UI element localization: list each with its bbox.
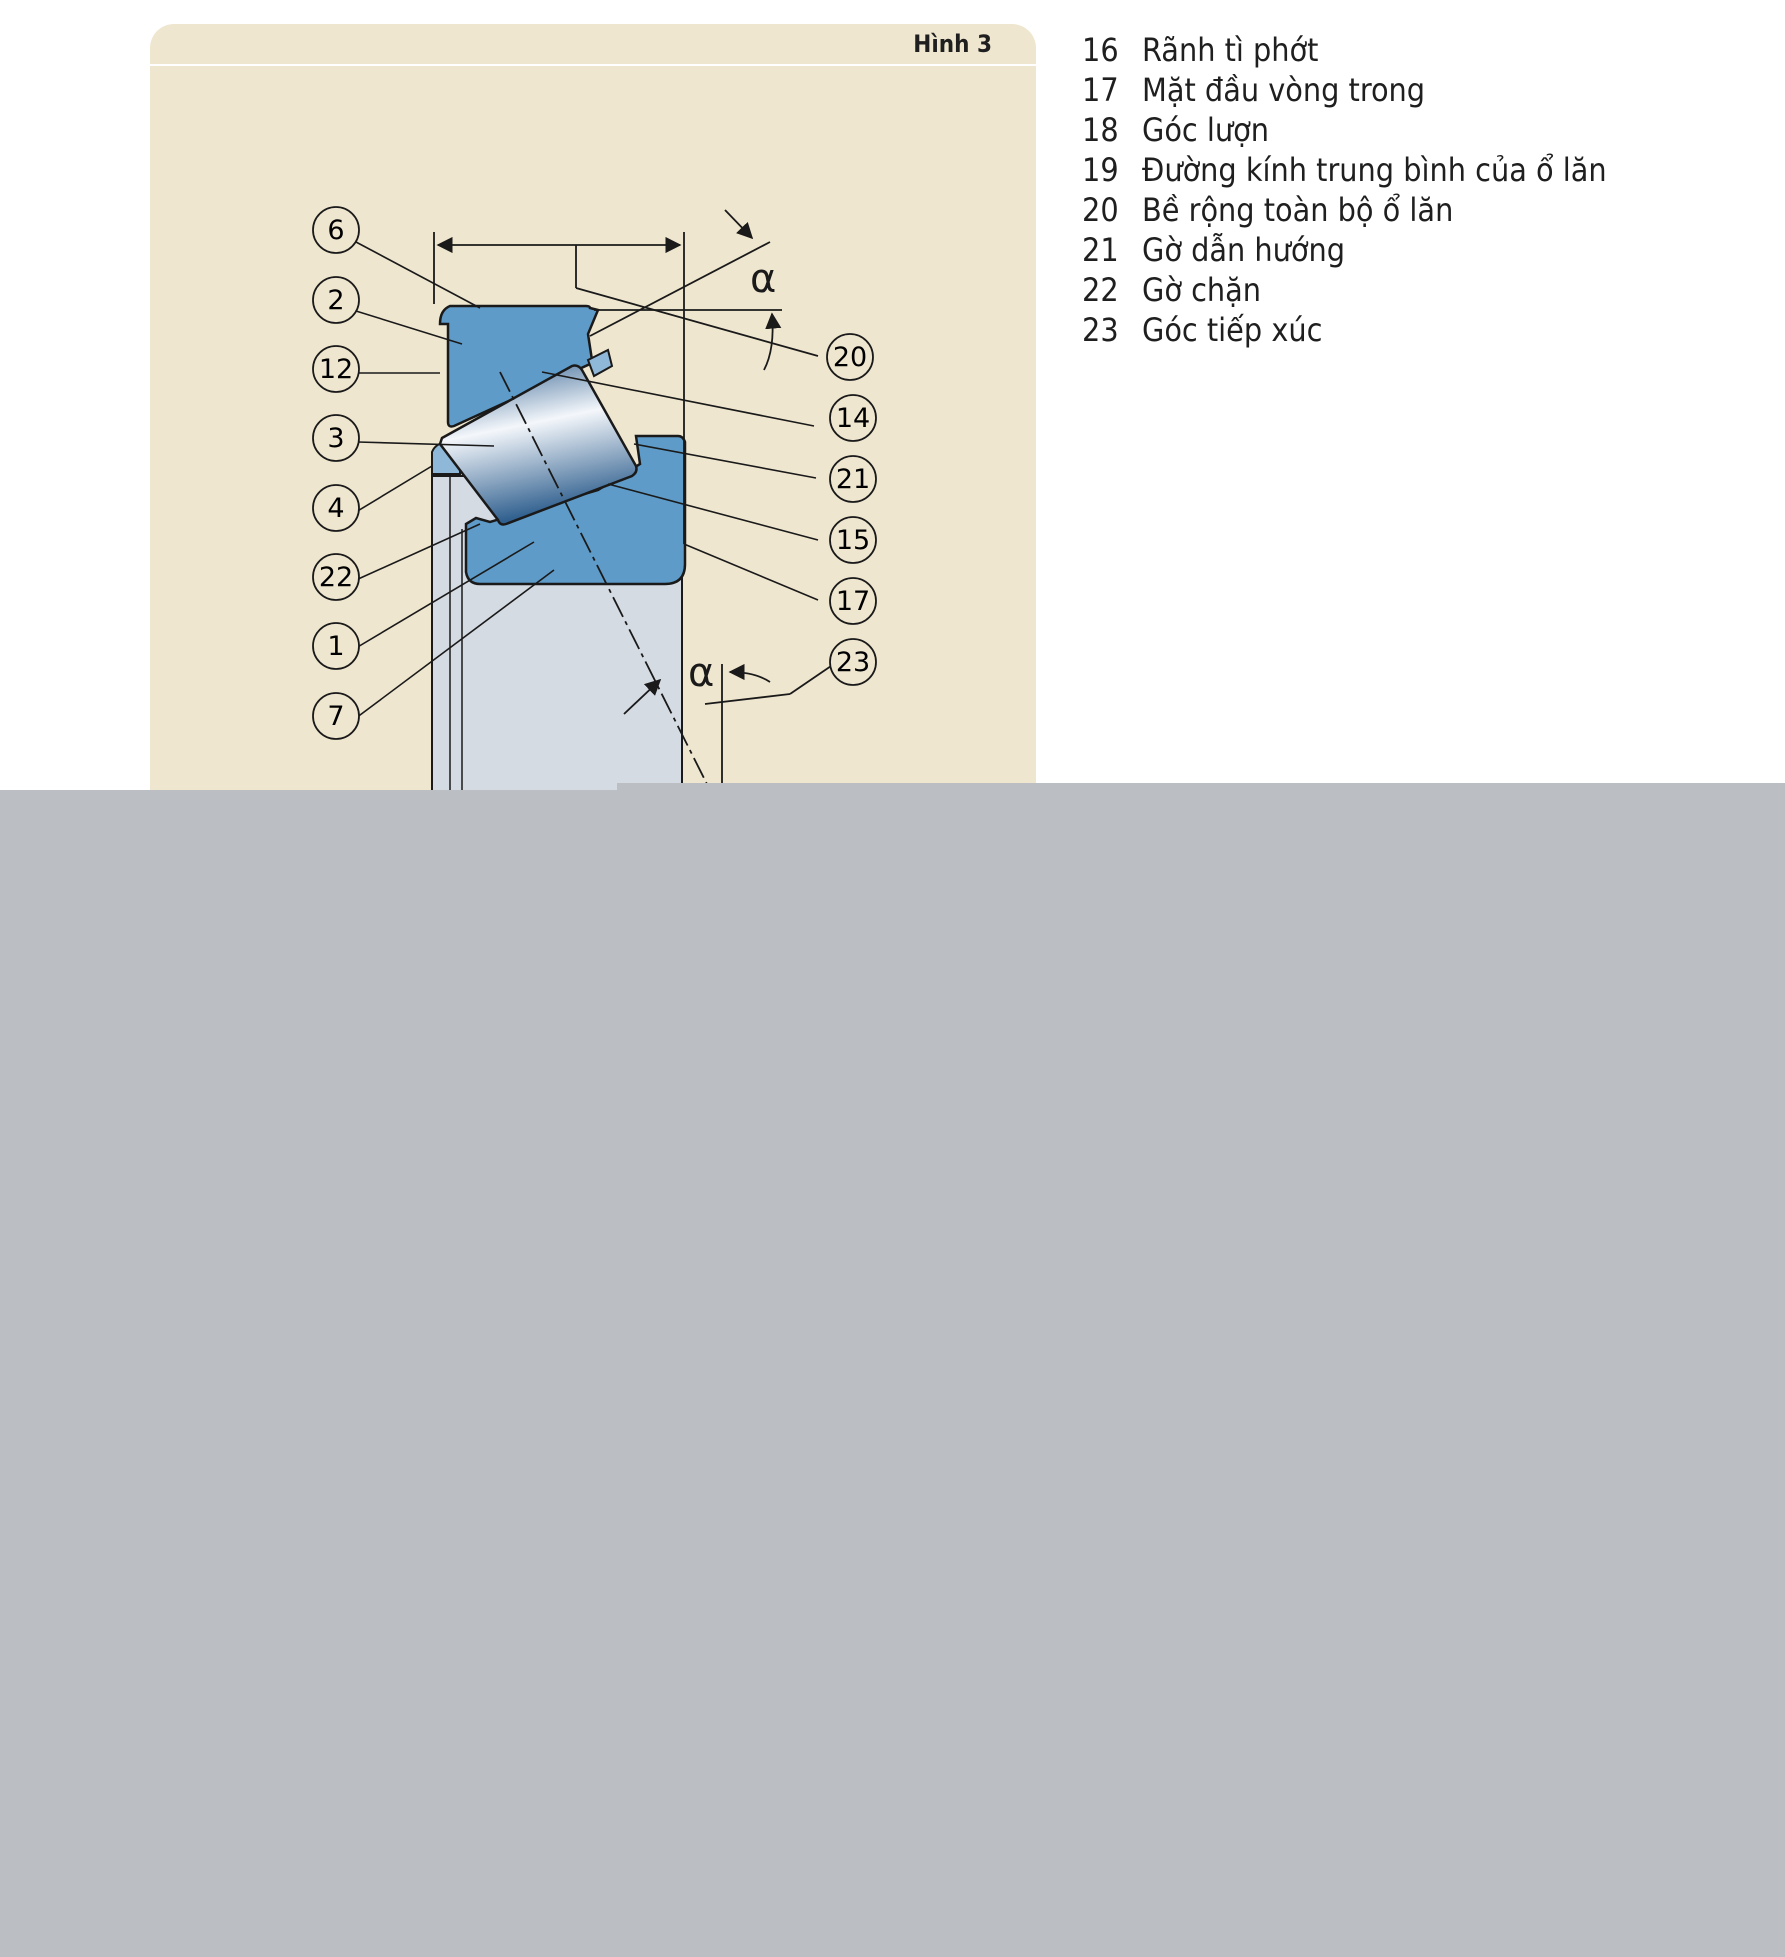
callout-12 [313, 346, 359, 392]
legend-item [1082, 310, 1642, 350]
legend-text: Rãnh tì phớt [1142, 31, 1319, 69]
legend-text: Mặt đầu vòng trong [1142, 71, 1426, 109]
legend-number: 17 [1082, 71, 1119, 109]
svg-text:12: 12 [318, 354, 354, 385]
callouts-right [827, 334, 876, 685]
svg-text:7: 7 [327, 701, 345, 732]
legend-number: 16 [1082, 31, 1119, 69]
legend-item [1082, 190, 1642, 230]
legend-number: 21 [1082, 231, 1119, 269]
callout-3 [313, 415, 359, 461]
legend-item [1082, 150, 1642, 190]
callout-22 [313, 554, 359, 600]
legend-number: 20 [1082, 191, 1119, 229]
legend-text: Gờ dẫn hướng [1142, 231, 1346, 269]
callout-14 [830, 395, 876, 441]
legend-text: Góc tiếp xúc [1142, 311, 1323, 349]
svg-text:20: 20 [832, 342, 868, 373]
callout-20 [827, 334, 873, 380]
svg-text:15: 15 [835, 525, 871, 556]
svg-text:3: 3 [327, 423, 345, 454]
callout-6 [313, 207, 359, 253]
svg-text:4: 4 [327, 493, 345, 524]
svg-text:22: 22 [318, 562, 354, 593]
legend-item [1082, 30, 1642, 70]
callouts-left [313, 207, 359, 739]
legend-number: 22 [1082, 271, 1119, 309]
svg-text:14: 14 [835, 403, 871, 434]
svg-text:2: 2 [327, 285, 345, 316]
svg-text:21: 21 [835, 464, 871, 495]
angle-alpha-top: α [750, 256, 777, 302]
grey-overlay-edge [617, 783, 1785, 790]
callout-17 [830, 578, 876, 624]
legend-item [1082, 270, 1642, 310]
legend-list [1082, 30, 1642, 350]
callout-2 [313, 277, 359, 323]
bearing-diagram [150, 24, 1036, 854]
callout-7 [313, 693, 359, 739]
callout-15 [830, 517, 876, 563]
legend-text: Gờ chặn [1142, 271, 1262, 309]
svg-text:17: 17 [835, 586, 871, 617]
angle-alpha-bottom: α [688, 650, 715, 696]
legend-text: Đường kính trung bình của ổ lăn [1142, 151, 1607, 189]
callout-1 [313, 623, 359, 669]
grey-overlay [0, 790, 1785, 1957]
callout-21 [830, 456, 876, 502]
legend-text: Góc lượn [1142, 111, 1269, 149]
legend-item [1082, 70, 1642, 110]
callout-4 [313, 485, 359, 531]
legend-number: 23 [1082, 311, 1119, 349]
svg-text:6: 6 [327, 215, 345, 246]
svg-text:1: 1 [327, 631, 345, 662]
legend-item [1082, 230, 1642, 270]
figure-title: Hình 3 [913, 30, 992, 58]
callout-23 [830, 639, 876, 685]
svg-text:23: 23 [835, 647, 871, 678]
legend-number: 18 [1082, 111, 1119, 149]
legend-item [1082, 110, 1642, 150]
legend-number: 19 [1082, 151, 1119, 189]
legend-text: Bề rộng toàn bộ ổ lăn [1142, 191, 1454, 229]
